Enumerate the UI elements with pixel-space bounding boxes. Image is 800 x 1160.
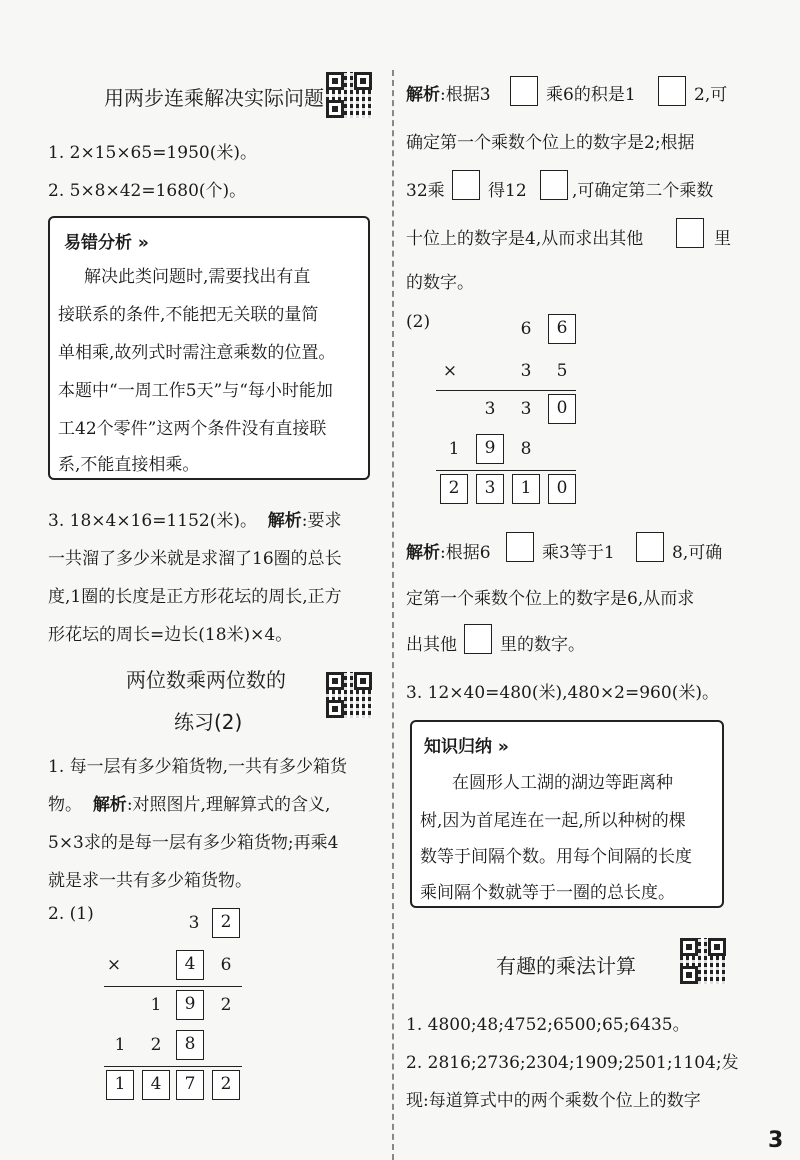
box-line: 数等于间隔个数。用每个间隔的长度 — [420, 847, 692, 867]
question-2-2: (2) — [406, 312, 431, 332]
text-fragment: 里 — [714, 229, 731, 249]
box-line: 解决此类问题时,需要找出有直 — [84, 267, 311, 287]
question-2: 2. (1) — [48, 904, 94, 924]
column-divider — [392, 70, 394, 1160]
box-line: 本题中“一周工作5天”与“每小时能加 — [58, 381, 333, 401]
section-title-2b: 练习(2) — [174, 710, 243, 734]
text-fragment: 乘6的积是1 — [546, 85, 636, 105]
box-line: 在圆形人工湖的湖边等距离种 — [452, 773, 673, 793]
text-fragment: ,可确定第二个乘数 — [572, 181, 714, 201]
page-number: 3 — [768, 1128, 784, 1153]
qr-code-icon — [326, 672, 372, 718]
box-line: 工42个零件”这两个条件没有直接联 — [58, 419, 327, 439]
qr-code-icon — [326, 72, 372, 118]
text-fragment: 乘3等于1 — [542, 543, 615, 563]
answer-2: 2. 5×8×42=1680(个)。 — [48, 181, 247, 201]
text-line: 形花坛的周长=边长(18米)×4。 — [48, 625, 293, 645]
blank-box — [676, 218, 704, 248]
blank-box — [658, 76, 686, 106]
text-fragment: 32乘 — [406, 181, 445, 201]
text-line: 定第一个乘数个位上的数字是6,从而求 — [406, 589, 695, 609]
blank-box — [464, 624, 492, 654]
blank-box — [506, 532, 534, 562]
analysis-1-line-1: 解析:根据3 — [406, 85, 491, 105]
text-fragment: 里的数字。 — [500, 635, 585, 655]
exercise-1: 1. 4800;48;4752;6500;65;6435。 — [406, 1015, 690, 1035]
error-analysis-box — [48, 216, 370, 480]
exercise-2: 2. 2816;2736;2304;1909;2501;1104;发 — [406, 1053, 739, 1073]
text-fragment: 出其他 — [406, 635, 457, 655]
section-title-1: 用两步连乘解决实际问题 — [104, 86, 324, 110]
text-line: 的数字。 — [406, 273, 474, 293]
box-line: 单相乘,故列式时需注意乘数的位置。 — [58, 343, 336, 363]
text-line: 5×3求的是每一层有多少箱货物;再乘4 — [48, 833, 339, 853]
blank-box — [540, 170, 568, 200]
answer-3-right: 3. 12×40=480(米),480×2=960(米)。 — [406, 683, 719, 703]
text-line: 一共溜了多少米就是求溜了16圈的总长 — [48, 549, 342, 569]
knowledge-summary-box — [410, 720, 724, 908]
text-fragment: 8,可确 — [672, 543, 723, 563]
analysis-2-line-1: 解析:根据6 — [406, 543, 491, 563]
answer-1: 1. 2×15×65=1950(米)。 — [48, 143, 257, 163]
section-title-2a: 两位数乘两位数的 — [126, 668, 286, 692]
error-analysis-title: 易错分析 » — [64, 233, 149, 253]
box-line: 系,不能直接相乘。 — [58, 455, 200, 475]
text-line: 确定第一个乘数个位上的数字是2;根据 — [406, 133, 695, 153]
box-line: 乘间隔个数就等于一圈的总长度。 — [420, 883, 675, 903]
text-line: 度,1圈的长度是正方形花坛的周长,正方 — [48, 587, 342, 607]
section-title-3: 有趣的乘法计算 — [496, 954, 636, 978]
question-1: 1. 每一层有多少箱货物,一共有多少箱货 — [48, 757, 348, 777]
text-fragment: 十位上的数字是4,从而求出其他 — [406, 229, 644, 249]
question-1-cont: 物。 解析:对照图片,理解算式的含义, — [48, 795, 331, 815]
blank-box — [452, 170, 480, 200]
box-line: 树,因为首尾连在一起,所以种树的棵 — [420, 811, 686, 831]
text-line: 就是求一共有多少箱货物。 — [48, 871, 252, 891]
exercise-2-cont: 现:每道算式中的两个乘数个位上的数字 — [406, 1091, 701, 1111]
box-line: 接联系的条件,不能把无关联的量简 — [58, 305, 319, 325]
knowledge-summary-title: 知识归纳 » — [424, 737, 509, 757]
text-fragment: 2,可 — [694, 85, 728, 105]
blank-box — [636, 532, 664, 562]
blank-box — [510, 76, 538, 106]
text-fragment: 得12 — [488, 181, 527, 201]
answer-3: 3. 18×4×16=1152(米)。 解析:要求 — [48, 511, 342, 531]
qr-code-icon — [680, 938, 726, 984]
